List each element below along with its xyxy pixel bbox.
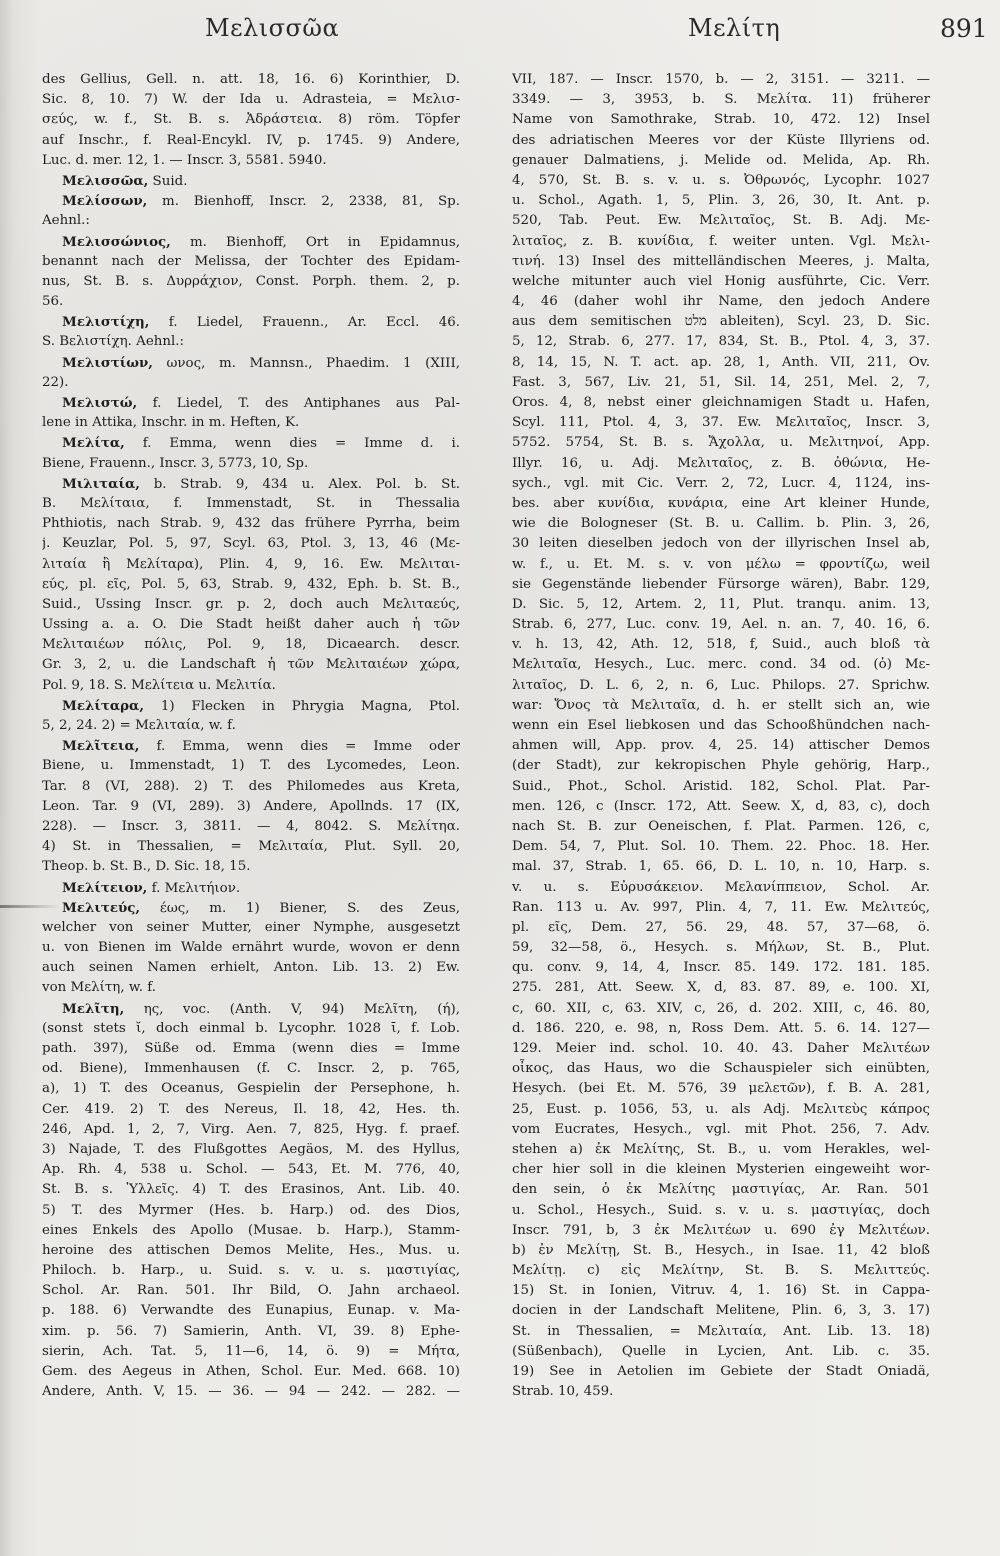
- text-line: [512, 70, 930, 90]
- line-text: (Süßenbach), Quelle in Lycien, Ant. Lib. c. 35.: [512, 1343, 930, 1359]
- line-text: f. Liedel, T. des Antiphanes aus Pal-: [137, 396, 460, 411]
- text-line: [42, 918, 460, 938]
- line-text: vom Eucrates, Hesych., vgl. mit Phot. 256, 7. Adv.: [512, 1121, 930, 1137]
- line-text: w. f., u. Et. M. s. v. von μέλω = φροντίζω, weil: [512, 556, 930, 572]
- text-line: [512, 756, 930, 776]
- line-text: Ap. Rh. 4, 538 u. Schol. — 543, Et. M. 776, 40,: [42, 1162, 460, 1178]
- text-line: [42, 575, 460, 595]
- line-text: Phthiotis, nach Strab. 9, 432 das frühere Pyrrha, beim: [42, 516, 460, 532]
- text-line: [512, 1019, 930, 1039]
- line-text: m. Bienhoff, Ort in Epidamnus,: [170, 234, 460, 250]
- line-text: des Gellius, Gell. n. att. 18, 16. 6) Korinthier, D.: [42, 72, 460, 87]
- text-line: [42, 1059, 460, 1079]
- line-text: sierin, Ach. Tat. 5, 11—6, 14, ö. 9) = Μήτα,: [42, 1343, 460, 1359]
- text-line: [512, 433, 930, 453]
- entry-headword: Μελιστίων,: [62, 354, 153, 371]
- text-line: [512, 1059, 930, 1079]
- line-text: Tar. 8 (VI, 288). 2) T. des Philomedes aus Kreta,: [42, 778, 460, 794]
- text-line: [512, 797, 930, 817]
- line-text: Strab. 6, 277, Luc. conv. 19, Ael. n. an. 7, 40. 16, 6.: [512, 617, 930, 633]
- text-line: [512, 1140, 930, 1160]
- entry-headword: Μελῖτεια,: [62, 738, 140, 755]
- line-text: 275. 281, Att. Seew. X, d, 83. 87. 89, e. 100. XI,: [512, 980, 930, 996]
- entry-headword: Μελῖτη,: [62, 1000, 125, 1017]
- text-line: [512, 1039, 930, 1059]
- line-text: Hesych. (bei Et. M. 576, 39 μελετῶν), f. B. A. 281,: [512, 1081, 930, 1097]
- line-text: auf Inschr., f. Real-Encykl. IV, p. 1745. 9) Andere,: [42, 132, 460, 148]
- text-line: [42, 655, 460, 675]
- text-line: [512, 373, 930, 393]
- page-number: 891: [940, 14, 988, 43]
- line-text: 30 leiten dieselben jedoch von der illyrischen Insel ab,: [512, 536, 930, 552]
- text-line: [512, 978, 930, 998]
- text-line: [512, 151, 930, 171]
- text-line: [42, 373, 460, 393]
- entry-headword: Μελιστώ,: [62, 395, 138, 411]
- text-line: [42, 1221, 460, 1241]
- text-line: [42, 958, 460, 978]
- line-text: d. 186. 220, e. 98, n, Ross Dem. Att. 5. 6. 14. 127—: [512, 1020, 930, 1036]
- line-text: eines Enkels des Apollo (Musae. b. Harp.), Stamm-: [42, 1222, 460, 1238]
- page-header: [0, 12, 1000, 52]
- text-line: [42, 252, 460, 272]
- line-text: bes. aber κυνίδια, κυνάρια, eine Art kleiner Hunde,: [512, 495, 930, 511]
- line-text: 4, 46 (daher wohl ihr Name, den jedoch Andere: [512, 294, 930, 310]
- line-text: 4, 570, St. B. s. v. u. s. Ὀθρωνός, Lycophr. 1027: [512, 172, 930, 188]
- text-line: [42, 292, 460, 312]
- text-line: [512, 1322, 930, 1342]
- line-text: Name von Samothrake, Strab. 10, 472. 12) Insel: [512, 112, 930, 128]
- text-line: [512, 110, 930, 130]
- text-line: [42, 1362, 460, 1382]
- text-line: [42, 797, 460, 817]
- line-text: Theop. b. St. B., D. Sic. 18, 15.: [42, 859, 251, 875]
- line-text: Pol. 9, 18. S. Μελίτεια u. Μελιτία.: [42, 677, 276, 693]
- text-line: [42, 1261, 460, 1281]
- text-line: [42, 595, 460, 615]
- text-line: [42, 514, 460, 534]
- dictionary-entry-start-line: [42, 232, 460, 252]
- text-line: [42, 978, 460, 998]
- line-text: VII, 187. — Inscr. 1570, b. — 2, 3151. — 3211. —: [512, 72, 930, 87]
- line-text: docien in der Landschaft Melitene, Plin. 6, 3, 3. 17): [512, 1303, 930, 1319]
- line-text: ης, voc. (Anth. V, 94) Μελῖτη, (ή),: [124, 1001, 460, 1017]
- line-text: οἶκος, das Haus, wo die Schauspieler sich einübten,: [512, 1061, 930, 1077]
- dictionary-entry-start-line: [42, 353, 460, 373]
- text-line: [512, 211, 930, 231]
- line-text: τινή. 13) Insel des mittelländischen Meeres, j. Malta,: [512, 253, 930, 269]
- text-line: [512, 878, 930, 898]
- line-text: f. Μελιτήιον.: [147, 880, 241, 896]
- text-line: [512, 555, 930, 575]
- text-line: [42, 534, 460, 554]
- text-line: [512, 232, 930, 252]
- text-line: [512, 837, 930, 857]
- text-line: [512, 716, 930, 736]
- text-line: [512, 171, 930, 191]
- text-line: [512, 1100, 930, 1120]
- line-text: 19) See in Aetolien im Gebiete der Stadt Oniadä,: [512, 1364, 930, 1379]
- text-line: [512, 1120, 930, 1140]
- right-text-column: [512, 70, 930, 1402]
- line-text: Dem. 54, 7, Plut. Sol. 10. Them. 22. Phoc. 18. Her.: [512, 839, 930, 855]
- text-line: [512, 777, 930, 797]
- entry-headword: Μιλιταία,: [62, 475, 140, 492]
- text-line: [512, 1221, 930, 1241]
- text-line: [512, 332, 930, 352]
- line-text: εύς, pl. εῖς, Pol. 5, 63, Strab. 9, 432, Eph. b. St. B.,: [42, 576, 460, 592]
- text-line: [512, 635, 930, 655]
- line-text: 15) St. in Ionien, Vitruv. 4, 1. 16) St. in Cappa-: [512, 1283, 930, 1299]
- line-text: Μελίτῃ. c) εἰς Μελίτην, St. B. S. Μελιττεύς.: [512, 1263, 930, 1279]
- line-text: Luc. d. mer. 12, 1. — Inscr. 3, 5581. 5940.: [42, 152, 327, 168]
- text-line: [42, 1039, 460, 1059]
- line-text: heroine des attischen Demos Melite, Hes., Mus. u.: [42, 1242, 460, 1258]
- dictionary-entry-start-line: [42, 696, 460, 716]
- line-text: j. Keuzlar, Pol. 5, 97, Scyl. 63, Ptol. 3, 13, 46 (Με-: [42, 536, 460, 552]
- text-line: [512, 1079, 930, 1099]
- line-text: auch seinen Namen erhielt, Anton. Lib. 13. 2) Ew.: [42, 960, 460, 976]
- line-text: 59, 32—58, ö., Hesych. s. Μήλων, St. B., Plut.: [512, 940, 930, 956]
- line-text: λιταῖος, D. L. 6, 2, n. 6, Luc. Philops. 27. Sprichw.: [512, 677, 930, 693]
- dictionary-entry-start-line: [42, 312, 460, 332]
- line-text: Schol. Ar. Ran. 501. Ihr Bild, O. Jahn archaeol.: [42, 1283, 460, 1299]
- entry-headword: Μελισσῶα,: [62, 172, 149, 189]
- line-text: 5) T. des Myrmer (Hes. b. Harp.) od. des Dios,: [42, 1202, 460, 1218]
- text-line: [42, 1241, 460, 1261]
- text-line: [42, 90, 460, 110]
- entry-headword: Μελιτεύς,: [62, 899, 141, 916]
- text-line: [512, 454, 930, 474]
- line-text: Sic. 8, 10. 7) W. der Ida u. Adrasteia, = Μελισ-: [42, 92, 460, 108]
- text-line: [42, 1100, 460, 1120]
- line-text: 228). — Inscr. 3, 3811. — 4, 8042. S. Μελίτηα.: [42, 818, 460, 834]
- text-line: [512, 292, 930, 312]
- line-text: Suid., Phot., Schol. Aristid. 182, Schol. Plat. Par-: [512, 778, 930, 794]
- line-text: St. in Thessalien, = Μελιταία, Ant. Lib. 13. 18): [512, 1323, 930, 1339]
- line-text: Suid., Ussing Inscr. gr. p. 2, doch auch Μελιταεύς,: [42, 596, 460, 612]
- line-text: 8, 14, 15, N. T. act. ap. 28, 1, Anth. VII, 211, Ov.: [512, 354, 930, 370]
- line-text: 5, 2, 24. 2) = Μελιταία, w. f.: [42, 718, 236, 733]
- text-line: [42, 857, 460, 877]
- line-text: (der Stadt), zur kekropischen Phyle gehörig, Harp.,: [512, 758, 930, 774]
- line-text: 5, 12, Strab. 6, 277. 17, 834, St. B., Ptol. 4, 3, 37.: [512, 334, 930, 350]
- line-text: D. Sic. 5, 12, Artem. 2, 11, Plut. tranqu. anim. 13,: [512, 596, 930, 612]
- text-line: [512, 1261, 930, 1281]
- line-text: sych., vgl. mit Cic. Verr. 2, 72, Lucr. 4, 1124, ins-: [512, 475, 930, 491]
- line-text: 3349. — 3, 3953, b. S. Μελίτα. 11) früherer: [512, 92, 930, 108]
- text-line: [42, 777, 460, 797]
- text-line: [512, 191, 930, 211]
- line-text: 5752. 5754, St. B. s. Ἄχολλα, u. Μελιτηνοί, App.: [512, 435, 930, 451]
- line-text: λιταῖος, z. B. κυνίδια, f. weiter unten. Vgl. Μελι-: [512, 233, 930, 249]
- line-text: mal. 37, Strab. 1, 65. 66, D. L. 10, n. 10, Harp. s.: [512, 859, 930, 875]
- line-text: σεύς, w. f., St. B. s. Ἀδράστεια. 8) röm. Töpfer: [42, 112, 460, 128]
- line-text: nus, St. B. s. Δυρράχιον, Const. Porph. them. 2, p.: [42, 273, 460, 289]
- line-text: genauer Dalmatiens, j. Melide od. Melida, Ap. Rh.: [512, 152, 930, 168]
- line-text: Ran. 113 u. Av. 997, Plin. 4, 7, 11. Ew. Μελιτεύς,: [512, 899, 930, 915]
- line-text: λιταία ἢ Μελίταρα), Plin. 4, 9, 16. Ew. Μελιται-: [42, 556, 460, 572]
- text-line: [512, 999, 930, 1019]
- text-line: [512, 696, 930, 716]
- text-line: [42, 211, 460, 231]
- entry-headword: Μελίτειον,: [62, 879, 148, 896]
- text-line: [512, 1362, 930, 1382]
- line-text: u. Schol., Agath. 1, 5, Plin. 3, 26, 30, It. Ant. p.: [512, 193, 930, 209]
- dictionary-entry-start-line: [42, 191, 460, 211]
- text-line: [512, 534, 930, 554]
- line-text: welcher von seiner Mutter, einer Nymphe, ausgesetzt: [42, 919, 460, 935]
- text-line: [512, 655, 930, 675]
- line-text: men. 126, c (Inscr. 172, Att. Seew. X, d, 83, c), doch: [512, 798, 930, 814]
- line-text: pl. εῖς, Dem. 27, 56. 29, 48. 57, 37—68, ö.: [512, 919, 930, 935]
- line-text: Leon. Tar. 9 (VI, 289). 3) Andere, Apollnds. 17 (IX,: [42, 798, 460, 814]
- line-text: Scyl. 111, Ptol. 4, 3, 37. Ew. Μελιταῖος, Inscr. 3,: [512, 415, 930, 431]
- entry-headword: Μελισσώνιος,: [62, 233, 171, 250]
- text-line: [42, 110, 460, 130]
- line-text: f. Liedel, Frauenn., Ar. Eccl. 46.: [149, 315, 460, 331]
- text-line: [512, 817, 930, 837]
- line-text: Μελιταῖα, Hesych., Luc. merc. cond. 34 od. (ὁ) Με-: [512, 657, 930, 673]
- text-line: [42, 1180, 460, 1200]
- line-text: welche mitunter auch viel Honig ausführte, Cic. Verr.: [512, 273, 930, 289]
- line-text: Μελιταιέων πόλις, Pol. 9, 18, Dicaearch. descr.: [42, 637, 460, 653]
- text-line: [42, 494, 460, 514]
- text-line: [42, 1322, 460, 1342]
- text-line: [512, 393, 930, 413]
- text-line: [512, 90, 930, 110]
- line-text: u. von Bienen im Walde ernährt wurde, wovon er denn: [42, 940, 460, 956]
- entry-headword: Μελίτα,: [62, 435, 125, 452]
- line-text: 25, Eust. p. 1056, 53, u. als Adj. Μελιτεὺς κάπρος: [512, 1101, 930, 1117]
- text-line: [42, 332, 460, 352]
- text-line: [42, 1079, 460, 1099]
- line-text: Gem. des Aegeus in Athen, Schol. Eur. Med. 668. 10): [42, 1364, 460, 1379]
- entry-headword: Μελίταρα,: [62, 697, 145, 714]
- line-text: 3) Najade, T. des Flußgottes Aegäos, M. des Hyllus,: [42, 1141, 460, 1157]
- text-line: [42, 1342, 460, 1362]
- line-text: benannt nach der Melissa, der Tochter des Epidam-: [42, 253, 460, 269]
- line-text: path. 397), Süße od. Emma (wenn dies = Imme: [42, 1041, 460, 1056]
- text-line: [42, 716, 460, 736]
- line-text: Cer. 419. 2) T. des Nereus, Il. 18, 42, Hes. th.: [42, 1101, 460, 1117]
- line-text: xim. p. 56. 7) Samierin, Anth. VI, 39. 8) Ephe-: [42, 1323, 460, 1339]
- text-line: [512, 353, 930, 373]
- text-line: [42, 1019, 460, 1039]
- text-line: [512, 1301, 930, 1321]
- text-line: [512, 615, 930, 635]
- line-text: Illyr. 16, u. Adj. Μελιταῖος, z. B. ὀθώνια, He-: [512, 455, 930, 471]
- text-line: [42, 817, 460, 837]
- entry-headword: Μελιστίχη,: [62, 314, 150, 331]
- dictionary-entry-start-line: [42, 898, 460, 918]
- text-line: [512, 1201, 930, 1221]
- line-text: stehen a) ἐκ Μελίτης, St. B., u. vom Herakles, wel-: [512, 1141, 930, 1157]
- line-text: v. h. 13, 42, Ath. 12, 518, f, Suid., auch bloß τὰ: [512, 637, 930, 653]
- line-text: c, 60. XII, c, 63. XIV, c, 26, d. 202. XIII, c, 46. 80,: [512, 1000, 930, 1016]
- text-line: [42, 1382, 460, 1402]
- text-line: [512, 272, 930, 292]
- left-text-column: [42, 70, 460, 1402]
- dictionary-entry-start-line: [42, 878, 460, 898]
- line-text: 129. Meier ind. schol. 10. 40. 43. Daher Μελιτέων: [512, 1041, 930, 1056]
- dictionary-entry-start-line: [42, 736, 460, 756]
- text-line: [42, 272, 460, 292]
- text-line: [512, 252, 930, 272]
- line-text: Fast. 3, 567, Liv. 21, 51, Sil. 14, 251, Mel. 2, 7,: [512, 374, 930, 390]
- dictionary-entry-start-line: [42, 171, 460, 191]
- text-line: [42, 938, 460, 958]
- text-line: [512, 595, 930, 615]
- line-text: B. Μελίταια, f. Immenstadt, St. in Thessalia: [42, 495, 460, 511]
- text-line: [512, 1160, 930, 1180]
- text-line: [512, 676, 930, 696]
- text-line: [512, 514, 930, 534]
- line-text: Andere, Anth. V, 15. — 36. — 94 — 242. — 282. —: [42, 1384, 460, 1400]
- left-running-headword: Μελισσῶα: [205, 14, 340, 42]
- text-line: [42, 1301, 460, 1321]
- line-text: von Μελίτη, w. f.: [42, 980, 156, 996]
- line-text: lene in Attika, Inschr. in m. Heften, K.: [42, 415, 300, 431]
- text-line: [512, 958, 930, 978]
- text-line: [512, 1180, 930, 1200]
- line-text: Ussing a. a. O. Die Stadt heißt daher auch ἡ τῶν: [42, 617, 460, 633]
- line-text: qu. conv. 9, 14, 4, Inscr. 85. 149. 172. 181. 185.: [512, 960, 930, 976]
- line-text: έως, m. 1) Biener, S. des Zeus,: [140, 900, 460, 916]
- line-text: war: Ὄνος τὰ Μελιταῖα, d. h. er stellt sich an, wie: [512, 697, 930, 713]
- line-text: Strab. 10, 459.: [512, 1384, 614, 1400]
- text-line: [512, 736, 930, 756]
- line-text: St. B. s. Ὑλλεῖς. 4) T. des Erasinos, Ant. Lib. 40.: [42, 1182, 460, 1198]
- text-line: [42, 1120, 460, 1140]
- dictionary-entry-start-line: [42, 393, 460, 413]
- line-text: f. Emma, wenn dies = Imme oder: [139, 739, 460, 755]
- line-text: Oros. 4, 8, nebst einer gleichnamigen Stadt u. Hafen,: [512, 395, 930, 410]
- line-text: Gr. 3, 2, u. die Landschaft ἡ τῶν Μελιταιέων χώρα,: [42, 657, 460, 673]
- line-text: v. u. s. Εὐρυσάκειον. Μελανίππειον, Schol. Ar.: [512, 879, 930, 895]
- text-line: [42, 70, 460, 90]
- text-line: [42, 151, 460, 171]
- text-line: [42, 756, 460, 776]
- line-text: nach St. B. zur Oeneischen, f. Plat. Parmen. 126, c,: [512, 818, 930, 834]
- line-text: S. Βελιστίχη. Aehnl.:: [42, 334, 185, 350]
- line-text: m. Bienhoff, Inscr. 2, 2338, 81, Sp.: [147, 194, 460, 210]
- line-text: p. 188. 6) Verwandte des Eunapius, Eunap. v. Ma-: [42, 1303, 460, 1319]
- right-running-headword: Μελίτη: [688, 14, 781, 42]
- line-text: od. Biene), Immenhausen (f. C. Inscr. 2, p. 765,: [42, 1061, 460, 1077]
- line-text: ωνος, m. Mannsn., Phaedim. 1 (XIII,: [152, 355, 460, 371]
- line-text: Biene, Frauenn., Inscr. 3, 5773, 10, Sp.: [42, 455, 309, 471]
- text-line: [512, 938, 930, 958]
- line-text: wie die Bologneser (St. B. u. Callim. b. Plin. 3, 26,: [512, 516, 930, 532]
- line-text: des adriatischen Meeres vor der Küste Illyriens od.: [512, 132, 930, 148]
- line-text: a), 1) T. des Oceanus, Gespielin der Persephone, h.: [42, 1081, 460, 1097]
- text-line: [512, 474, 930, 494]
- line-text: b. Strab. 9, 434 u. Alex. Pol. b. St.: [139, 476, 460, 492]
- text-line: [42, 635, 460, 655]
- line-text: Philoch. b. Harp., u. Suid. s. v. u. s. μαστιγίας,: [42, 1263, 460, 1279]
- line-text: ahmen will, App. prov. 4, 25. 14) attischer Demos: [512, 738, 930, 754]
- line-text: 56.: [42, 294, 64, 310]
- line-text: 1) Flecken in Phrygia Magna, Ptol.: [144, 698, 460, 714]
- text-line: [42, 1201, 460, 1221]
- text-line: [512, 131, 930, 151]
- text-line: [42, 1160, 460, 1180]
- text-line: [512, 312, 930, 332]
- line-text: Inscr. 791, b, 3 ἐκ Μελιτέων u. 690 ἐγ Μελιτέων.: [512, 1222, 930, 1238]
- text-line: [42, 131, 460, 151]
- line-text: aus dem semitischen מלט ableiten), Scyl. 23, D. Sic.: [512, 314, 930, 330]
- line-text: 520, Tab. Peut. Ew. Μελιταῖος, St. B. Adj. Με-: [512, 213, 930, 229]
- line-text: wenn ein Esel liebkosen und das Schooßhündchen nach-: [512, 718, 930, 733]
- line-text: 4) St. in Thessalien, = Μελιταία, Plut. Syll. 20,: [42, 839, 460, 855]
- text-line: [42, 454, 460, 474]
- dictionary-entry-start-line: [42, 474, 460, 494]
- text-line: [512, 1382, 930, 1402]
- entry-headword: Μελίσσων,: [62, 193, 148, 210]
- line-text: cher hier soll in die kleinen Mysterien eingeweiht wor-: [512, 1162, 930, 1178]
- dictionary-entry-start-line: [42, 433, 460, 453]
- dictionary-entry-start-line: [42, 999, 460, 1019]
- line-text: Suid.: [148, 173, 188, 189]
- text-line: [512, 918, 930, 938]
- text-line: [42, 1140, 460, 1160]
- text-line: [512, 1281, 930, 1301]
- line-text: (sonst stets ῐ, doch einmal b. Lycophr. 1028 ῑ, f. Lob.: [42, 1020, 460, 1036]
- text-line: [42, 837, 460, 857]
- text-line: [512, 413, 930, 433]
- text-line: [42, 413, 460, 433]
- text-line: [512, 575, 930, 595]
- text-line: [42, 1281, 460, 1301]
- line-text: sie Gegenstände liebender Fürsorge wären), Babr. 129,: [512, 576, 930, 592]
- text-line: [512, 898, 930, 918]
- text-line: [42, 615, 460, 635]
- line-text: b) ἐν Μελίτῃ, St. B., Hesych., in Isae. 11, 42 bloß: [512, 1242, 930, 1258]
- line-text: u. Schol., Hesych., Suid. s. v. u. s. μαστιγίας, doch: [512, 1202, 930, 1218]
- text-line: [512, 857, 930, 877]
- text-line: [512, 1342, 930, 1362]
- line-text: Aehnl.:: [42, 213, 90, 229]
- text-line: [42, 555, 460, 575]
- line-text: 22).: [42, 374, 69, 390]
- line-text: Biene, u. Immenstadt, 1) T. des Lycomedes, Leon.: [42, 758, 460, 774]
- line-text: den sein, ὁ ἐκ Μελίτης μαστιγίας, Ar. Ran. 501: [512, 1182, 930, 1198]
- text-line: [42, 676, 460, 696]
- line-text: 246, Apd. 1, 2, 7, Virg. Aen. 7, 825, Hyg. f. praef.: [42, 1121, 460, 1137]
- text-line: [512, 494, 930, 514]
- line-text: f. Emma, wenn dies = Imme d. i.: [124, 436, 460, 452]
- text-line: [512, 1241, 930, 1261]
